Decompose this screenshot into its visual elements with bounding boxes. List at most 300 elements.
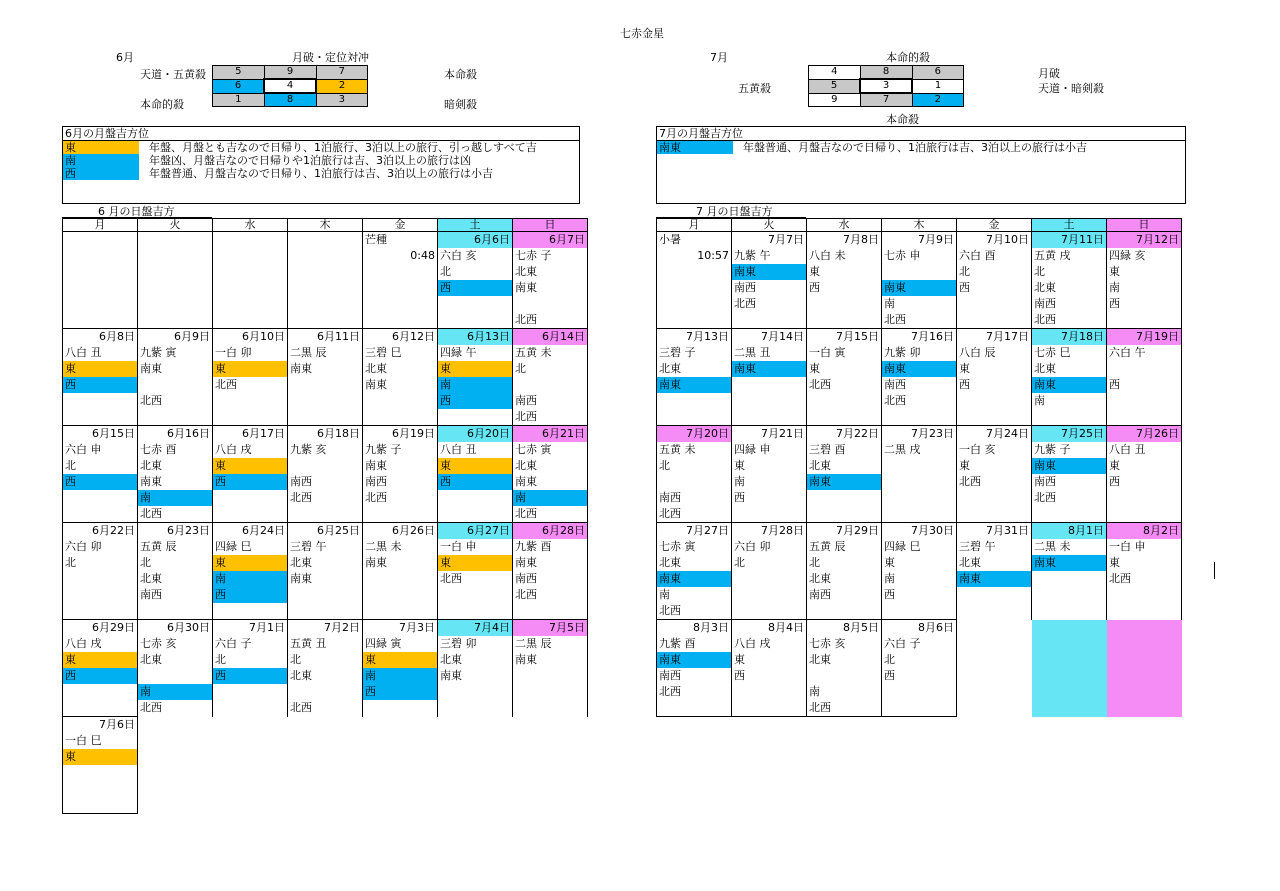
day-direction: 南東 — [882, 361, 956, 377]
day-star: 一白 寅 — [809, 346, 846, 359]
day-direction — [513, 296, 587, 312]
day-star: 七赤 巳 — [1034, 346, 1071, 359]
july-board-cell: 8 — [860, 66, 912, 80]
day-direction: 北 — [215, 653, 226, 666]
day-star: 九紫 卯 — [884, 346, 921, 359]
day-direction: 南西 — [659, 491, 681, 504]
day-date: 7月15日 — [836, 330, 879, 343]
day-star: 七赤 申 — [884, 249, 921, 262]
day-cell — [63, 523, 138, 620]
day-direction: 南 — [213, 571, 287, 587]
day-date: 7月29日 — [836, 524, 879, 537]
day-line-empty — [732, 409, 806, 425]
day-line-empty — [732, 603, 806, 619]
day-date: 6月16日 — [167, 427, 210, 440]
day-direction: 西 — [213, 668, 287, 684]
day-date: 7月24日 — [986, 427, 1029, 440]
june-board-cell: 3 — [316, 93, 368, 107]
day-direction: 北西 — [1109, 572, 1131, 585]
day-date: 6月22日 — [92, 524, 135, 537]
day-line-empty — [438, 603, 512, 619]
day-date: 7月7日 — [768, 233, 804, 246]
day-line-empty — [1032, 571, 1106, 587]
day-cell — [513, 232, 588, 329]
day-line-empty — [1032, 587, 1106, 603]
day-line-empty — [213, 506, 287, 522]
day-star: 七赤 亥 — [140, 637, 177, 650]
day-cell — [657, 620, 732, 717]
day-date: 7月25日 — [1032, 426, 1106, 442]
blank-cell — [138, 717, 213, 814]
day-line-empty — [882, 409, 956, 425]
day-direction: 西 — [809, 281, 820, 294]
day-direction: 西 — [438, 474, 512, 490]
day-cell — [363, 523, 438, 620]
day-direction: 南西 — [1034, 297, 1056, 310]
day-direction: 南 — [659, 588, 670, 601]
day-date: 6月14日 — [513, 329, 587, 345]
july-board-cell: 3 — [860, 79, 912, 93]
july-board-cell: 4 — [809, 66, 861, 80]
day-line-empty — [63, 490, 137, 506]
day-direction: 南東 — [515, 281, 537, 294]
day-direction — [807, 668, 881, 684]
day-line-empty — [63, 409, 137, 425]
day-star: 七赤 酉 — [140, 443, 177, 456]
day-direction: 東 — [363, 652, 437, 668]
june-directions-title: 6月の月盤吉方位 — [63, 127, 579, 141]
day-date: 6月13日 — [438, 329, 512, 345]
day-line-empty — [732, 684, 806, 700]
day-cell — [138, 426, 213, 523]
day-line-empty — [957, 393, 1031, 409]
day-direction: 南東 — [290, 362, 312, 375]
day-line-empty — [957, 603, 1031, 619]
july-directions-box — [656, 126, 1186, 204]
day-line-empty — [63, 700, 137, 716]
day-line-empty — [1107, 587, 1181, 603]
day-direction: 東 — [734, 653, 745, 666]
day-direction: 西 — [438, 393, 512, 409]
day-direction: 南東 — [1032, 458, 1106, 474]
day-date: 7月17日 — [986, 330, 1029, 343]
day-star: 二黒 辰 — [515, 637, 552, 650]
empty-day-cell — [138, 232, 213, 329]
day-star: 八白 戌 — [215, 443, 252, 456]
day-line-empty — [957, 409, 1031, 425]
day-direction: 北西 — [659, 507, 681, 520]
day-line-empty — [363, 409, 437, 425]
blank-cell — [363, 717, 438, 814]
day-line-empty — [657, 312, 731, 328]
june-left-label-1: 天道・五黄殺 — [140, 68, 206, 81]
june-day-calendar — [62, 218, 588, 814]
day-cell — [657, 232, 732, 329]
day-direction: 北西 — [959, 475, 981, 488]
day-cell — [213, 523, 288, 620]
day-date: 8月1日 — [1032, 523, 1106, 539]
day-direction: 北西 — [215, 378, 237, 391]
day-direction: 南東 — [140, 475, 162, 488]
day-direction: 南東 — [140, 362, 162, 375]
day-direction: 南 — [809, 685, 820, 698]
day-direction: 西 — [1109, 378, 1120, 391]
day-date: 7月26日 — [1107, 426, 1181, 442]
direction-tag: 南 — [63, 154, 139, 167]
day-line-empty — [363, 312, 437, 328]
day-direction: 西 — [63, 377, 137, 393]
day-cell — [438, 620, 513, 717]
blank-cell — [1032, 620, 1107, 717]
day-cell — [438, 523, 513, 620]
blank-cell — [957, 620, 1032, 717]
day-direction: 北東 — [959, 556, 981, 569]
day-cell — [882, 523, 957, 620]
day-direction: 南西 — [1034, 475, 1056, 488]
june-directions-box — [62, 126, 580, 204]
day-star: 五黄 戌 — [1034, 249, 1071, 262]
june-right-label-3: 暗剣殺 — [444, 98, 477, 111]
day-direction: 東 — [438, 361, 512, 377]
day-date: 6月20日 — [438, 426, 512, 442]
day-cell — [438, 426, 513, 523]
day-direction: 西 — [734, 669, 745, 682]
july-top-label: 本命的殺 — [886, 51, 930, 64]
text-cursor — [1214, 562, 1215, 579]
day-star: 五黄 辰 — [140, 540, 177, 553]
day-line-empty — [732, 700, 806, 716]
day-line-empty — [807, 603, 881, 619]
day-cell — [138, 523, 213, 620]
day-direction: 南東 — [515, 475, 537, 488]
day-cell — [513, 329, 588, 426]
day-direction: 北東 — [809, 653, 831, 666]
day-direction: 東 — [1109, 265, 1120, 278]
day-direction: 南東 — [440, 669, 462, 682]
day-line-empty — [882, 700, 956, 716]
day-direction: 南東 — [882, 280, 956, 296]
day-direction: 東 — [213, 361, 287, 377]
day-line-empty — [363, 506, 437, 522]
june-board-cell: 7 — [316, 66, 368, 80]
day-direction: 北西 — [659, 685, 681, 698]
day-star: 九紫 子 — [1034, 443, 1071, 456]
day-direction: 北西 — [1034, 491, 1056, 504]
day-star: 四緑 巳 — [884, 540, 921, 553]
day-line-empty — [957, 312, 1031, 328]
day-direction: 北西 — [440, 572, 462, 585]
day-date: 6月27日 — [438, 523, 512, 539]
day-line-empty — [957, 296, 1031, 312]
day-direction: 西 — [959, 281, 970, 294]
day-date: 7月3日 — [399, 621, 435, 634]
day-line-empty — [213, 490, 287, 506]
day-date: 7月2日 — [324, 621, 360, 634]
day-direction — [657, 474, 731, 490]
july-bottom-label: 本命殺 — [886, 113, 919, 126]
day-cell — [807, 620, 882, 717]
day-line-empty — [438, 312, 512, 328]
day-cell — [657, 426, 732, 523]
day-direction: 南 — [138, 684, 212, 700]
day-star: 五黄 未 — [515, 346, 552, 359]
day-cell — [732, 426, 807, 523]
day-direction: 西 — [213, 587, 287, 603]
day-direction: 北西 — [884, 394, 906, 407]
day-line-empty — [657, 393, 731, 409]
day-date: 7月6日 — [99, 718, 135, 731]
day-date: 8月2日 — [1107, 523, 1181, 539]
day-direction: 北西 — [140, 701, 162, 714]
day-date: 6月18日 — [317, 427, 360, 440]
day-star: 六白 卯 — [65, 540, 102, 553]
direction-row — [657, 141, 1185, 154]
day-line-empty — [363, 700, 437, 716]
day-line-empty — [438, 700, 512, 716]
day-star: 三碧 巳 — [365, 346, 402, 359]
day-star: 七赤 子 — [515, 249, 552, 262]
day-line-empty — [63, 587, 137, 603]
direction-tag: 南東 — [657, 141, 733, 154]
day-direction: 北 — [140, 556, 151, 569]
day-line-empty — [288, 506, 362, 522]
day-cell — [288, 523, 363, 620]
day-cell — [1107, 329, 1182, 426]
day-star: 三碧 子 — [659, 346, 696, 359]
day-cell — [882, 620, 957, 717]
day-line-empty — [288, 603, 362, 619]
day-direction: 南西 — [365, 475, 387, 488]
day-direction: 南東 — [290, 572, 312, 585]
weekday-header: 火 — [732, 219, 807, 232]
day-date: 6月9日 — [174, 330, 210, 343]
july-right-label-2: 天道・暗剣殺 — [1038, 82, 1104, 95]
day-direction: 北東 — [365, 362, 387, 375]
day-line-empty — [1107, 312, 1181, 328]
day-line-empty — [957, 490, 1031, 506]
day-cell — [63, 717, 138, 814]
day-line-empty — [438, 490, 512, 506]
day-cell — [288, 426, 363, 523]
day-cell — [63, 329, 138, 426]
day-line-empty — [63, 393, 137, 409]
day-cell — [138, 329, 213, 426]
day-direction: 南 — [363, 668, 437, 684]
weekday-header: 土 — [438, 219, 513, 232]
day-direction — [138, 668, 212, 684]
day-line-empty — [732, 506, 806, 522]
day-star: 三碧 午 — [290, 540, 327, 553]
weekday-header: 火 — [138, 219, 213, 232]
day-date: 6月7日 — [513, 232, 587, 248]
empty-day-cell — [288, 232, 363, 329]
day-line-empty — [513, 603, 587, 619]
day-direction: 南 — [884, 572, 895, 585]
day-direction: 北西 — [515, 588, 537, 601]
direction-row — [63, 141, 579, 154]
day-star: 九紫 酉 — [659, 637, 696, 650]
day-star: 八白 丑 — [440, 443, 477, 456]
day-line-empty — [213, 393, 287, 409]
day-star: 九紫 午 — [734, 249, 771, 262]
page-title: 七赤金星 — [620, 27, 664, 40]
day-direction — [288, 458, 362, 474]
day-direction: 北 — [515, 362, 526, 375]
day-line-empty — [657, 296, 731, 312]
day-date: 6月17日 — [242, 427, 285, 440]
day-line-empty — [363, 571, 437, 587]
day-cell — [513, 426, 588, 523]
day-line-empty — [1107, 393, 1181, 409]
day-date: 6月12日 — [392, 330, 435, 343]
day-direction: 東 — [63, 749, 137, 765]
july-board-cell: 2 — [912, 93, 964, 107]
day-date: 6月23日 — [167, 524, 210, 537]
direction-text: 年盤普通、月盤吉なので日帰り、1泊旅行は吉、3泊以上の旅行は小吉 — [743, 141, 1087, 154]
day-line-empty — [138, 603, 212, 619]
day-direction: 北東 — [515, 265, 537, 278]
day-direction: 北 — [959, 265, 970, 278]
day-star: 五黄 辰 — [809, 540, 846, 553]
day-line-empty — [63, 603, 137, 619]
day-line-empty — [363, 280, 437, 296]
day-line-empty — [882, 506, 956, 522]
day-line-empty — [63, 781, 137, 797]
day-line-empty — [957, 506, 1031, 522]
day-cell — [957, 523, 1032, 620]
day-direction: 北 — [290, 653, 301, 666]
day-star: 七赤 亥 — [809, 637, 846, 650]
day-direction: 南東 — [807, 474, 881, 490]
day-date: 6月28日 — [513, 523, 587, 539]
day-cell — [957, 426, 1032, 523]
weekday-header: 金 — [363, 219, 438, 232]
day-date: 芒種 — [365, 233, 387, 246]
day-star: 八白 丑 — [65, 346, 102, 359]
day-direction: 南西 — [140, 588, 162, 601]
day-direction: 南西 — [884, 378, 906, 391]
day-direction: 西 — [884, 588, 895, 601]
day-direction: 南東 — [657, 571, 731, 587]
day-cell — [513, 523, 588, 620]
day-date: 7月4日 — [438, 620, 512, 636]
june-board-cell: 8 — [264, 93, 316, 107]
day-cell — [1032, 523, 1107, 620]
day-direction: 北西 — [290, 701, 312, 714]
day-date: 8月4日 — [768, 621, 804, 634]
day-date: 8月3日 — [693, 621, 729, 634]
day-star: 二黒 辰 — [290, 346, 327, 359]
day-line-empty — [807, 296, 881, 312]
day-cell — [807, 232, 882, 329]
day-star: 六白 酉 — [959, 249, 996, 262]
day-direction: 北 — [1034, 265, 1045, 278]
day-direction: 東 — [213, 458, 287, 474]
day-cell — [657, 329, 732, 426]
day-cell — [363, 329, 438, 426]
day-direction: 北西 — [140, 507, 162, 520]
june-month-label: 6月 — [116, 51, 134, 64]
day-direction: 北東 — [290, 669, 312, 682]
day-direction: 北東 — [809, 459, 831, 472]
day-cell — [513, 620, 588, 717]
july-calendar-title: 7 月の日盤吉方 — [656, 205, 806, 218]
day-star: 七赤 寅 — [515, 443, 552, 456]
day-cell — [213, 620, 288, 717]
day-star: 一白 卯 — [215, 346, 252, 359]
day-cell — [957, 232, 1032, 329]
day-cell — [957, 329, 1032, 426]
day-star: 九紫 酉 — [515, 540, 552, 553]
day-line-empty — [438, 296, 512, 312]
day-line-empty — [288, 409, 362, 425]
day-line-empty — [138, 409, 212, 425]
day-line-empty — [513, 700, 587, 716]
day-direction: 南東 — [515, 653, 537, 666]
day-date: 7月11日 — [1032, 232, 1106, 248]
day-star: 五黄 丑 — [290, 637, 327, 650]
day-line-empty — [63, 797, 137, 813]
day-cell — [732, 232, 807, 329]
july-board-cell: 6 — [912, 66, 964, 80]
day-direction: 北東 — [140, 572, 162, 585]
day-date: 6月21日 — [513, 426, 587, 442]
day-direction: 南 — [884, 297, 895, 310]
day-cell — [1107, 232, 1182, 329]
day-cell — [213, 426, 288, 523]
day-star: 八白 未 — [809, 249, 846, 262]
day-star: 三碧 酉 — [809, 443, 846, 456]
day-date: 7月14日 — [761, 330, 804, 343]
day-line-empty — [288, 393, 362, 409]
weekday-header: 水 — [807, 219, 882, 232]
day-direction: 南 — [513, 490, 587, 506]
day-date: 7月10日 — [986, 233, 1029, 246]
day-line-empty — [1107, 603, 1181, 619]
day-line-empty — [882, 490, 956, 506]
weekday-header: 日 — [1107, 219, 1182, 232]
day-date: 6月30日 — [167, 621, 210, 634]
day-line-empty — [363, 603, 437, 619]
day-direction: 北東 — [659, 556, 681, 569]
day-direction: 西 — [959, 378, 970, 391]
day-cell — [1107, 426, 1182, 523]
day-direction: 北西 — [365, 491, 387, 504]
july-month-label: 7月 — [710, 51, 728, 64]
weekday-header: 木 — [288, 219, 363, 232]
day-star: 六白 卯 — [734, 540, 771, 553]
day-direction: 北西 — [515, 410, 537, 423]
day-line-empty — [732, 571, 806, 587]
day-line-empty — [438, 409, 512, 425]
direction-text: 年盤、月盤とも吉なので日帰り、1泊旅行、3泊以上の旅行、引っ越しすべて吉 — [149, 141, 537, 154]
day-line-empty — [882, 603, 956, 619]
day-date: 7月1日 — [249, 621, 285, 634]
day-line-empty — [732, 377, 806, 393]
june-board-cell: 4 — [264, 79, 316, 93]
day-cell — [1032, 426, 1107, 523]
day-direction — [513, 377, 587, 393]
day-line-empty — [213, 409, 287, 425]
day-star: 四緑 亥 — [1109, 249, 1146, 262]
july-right-label-1: 月破 — [1038, 67, 1060, 80]
day-date: 7月22日 — [836, 427, 879, 440]
day-direction: 東 — [809, 362, 820, 375]
day-direction: 北西 — [290, 491, 312, 504]
day-direction: 南東 — [732, 264, 806, 280]
day-cell — [1032, 329, 1107, 426]
day-line-empty — [1107, 490, 1181, 506]
